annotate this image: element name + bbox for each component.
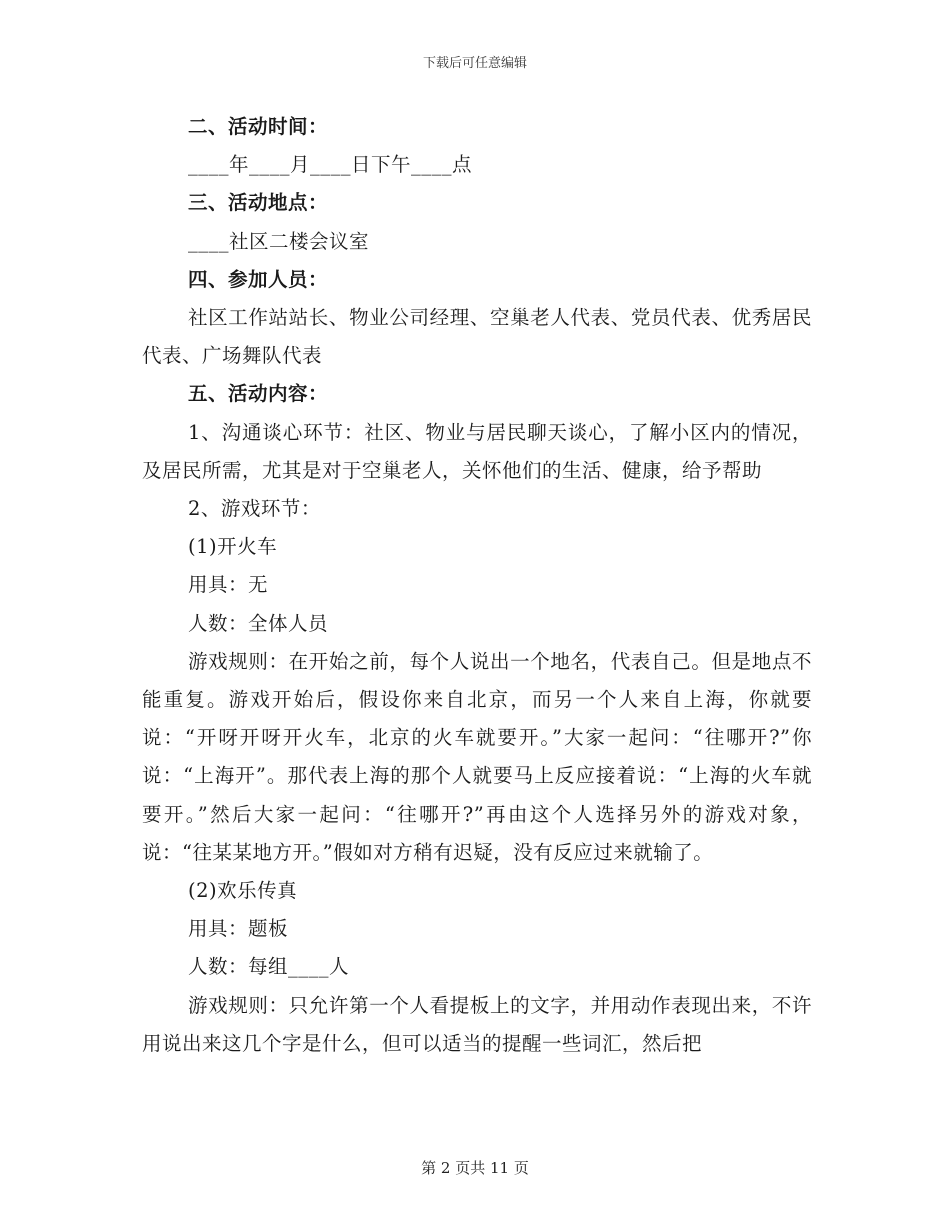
page-footer: 第 2 页共 11 页 (421, 1159, 529, 1177)
section-heading-time: 二、活动时间： (188, 115, 329, 138)
game-1-title: (1)开火车 (188, 535, 278, 559)
section-heading-content: 五、活动内容： (188, 382, 329, 406)
game-2-people: 人数：每组____人 (188, 955, 350, 979)
page-header: 下载后可任意编辑 (422, 56, 527, 71)
time-line: ____年____月____日下午____点 (188, 153, 473, 177)
game-1-tools: 用具：无 (188, 573, 269, 597)
game-2-title: (2)欢乐传真 (188, 879, 298, 903)
document-body (142, 108, 812, 1063)
game-2-rules: 游戏规则：只允许第一个人看提板上的文字，并用动作表现出来，不许用说出来这几个字是什么，但可以适当的提醒一些词汇，然后把 (142, 993, 812, 1055)
game-2-tools: 用具：题板 (188, 917, 289, 941)
game-1-people: 人数：全体人员 (188, 611, 329, 635)
game-1-rules: 游戏规则：在开始之前，每个人说出一个地名，代表自己。但是地点不能重复。游戏开始后，假设你来自北京，而另一个人来自上海，你就要说：“开呀开呀开火车，北京的火车就要开。”大家一起问：“往哪开?”你说：“上海开”。那代表上海的那个人就要马上反应接着说：“上海的火车就要开。”然后大家一起问：“往哪开?”再由这个人选择另外的游戏对象，说：“往某某地方开。”假如对方稍有迟疑，没有反应过来就输了。 (142, 649, 812, 864)
section-heading-participants: 四、参加人员： (188, 267, 329, 291)
participants-paragraph: 社区工作站站长、物业公司经理、空巢老人代表、党员代表、优秀居民代表、广场舞队代表 (142, 306, 812, 368)
section-heading-location: 三、活动地点： (188, 191, 329, 215)
content-item-1: 1、沟通谈心环节：社区、物业与居民聊天谈心，了解小区内的情况，及居民所需，尤其是对于空巢老人，关怀他们的生活、健康，给予帮助 (142, 420, 812, 482)
content-item-2: 2、游戏环节： (188, 497, 321, 521)
location-line: ____社区二楼会议室 (188, 229, 370, 253)
